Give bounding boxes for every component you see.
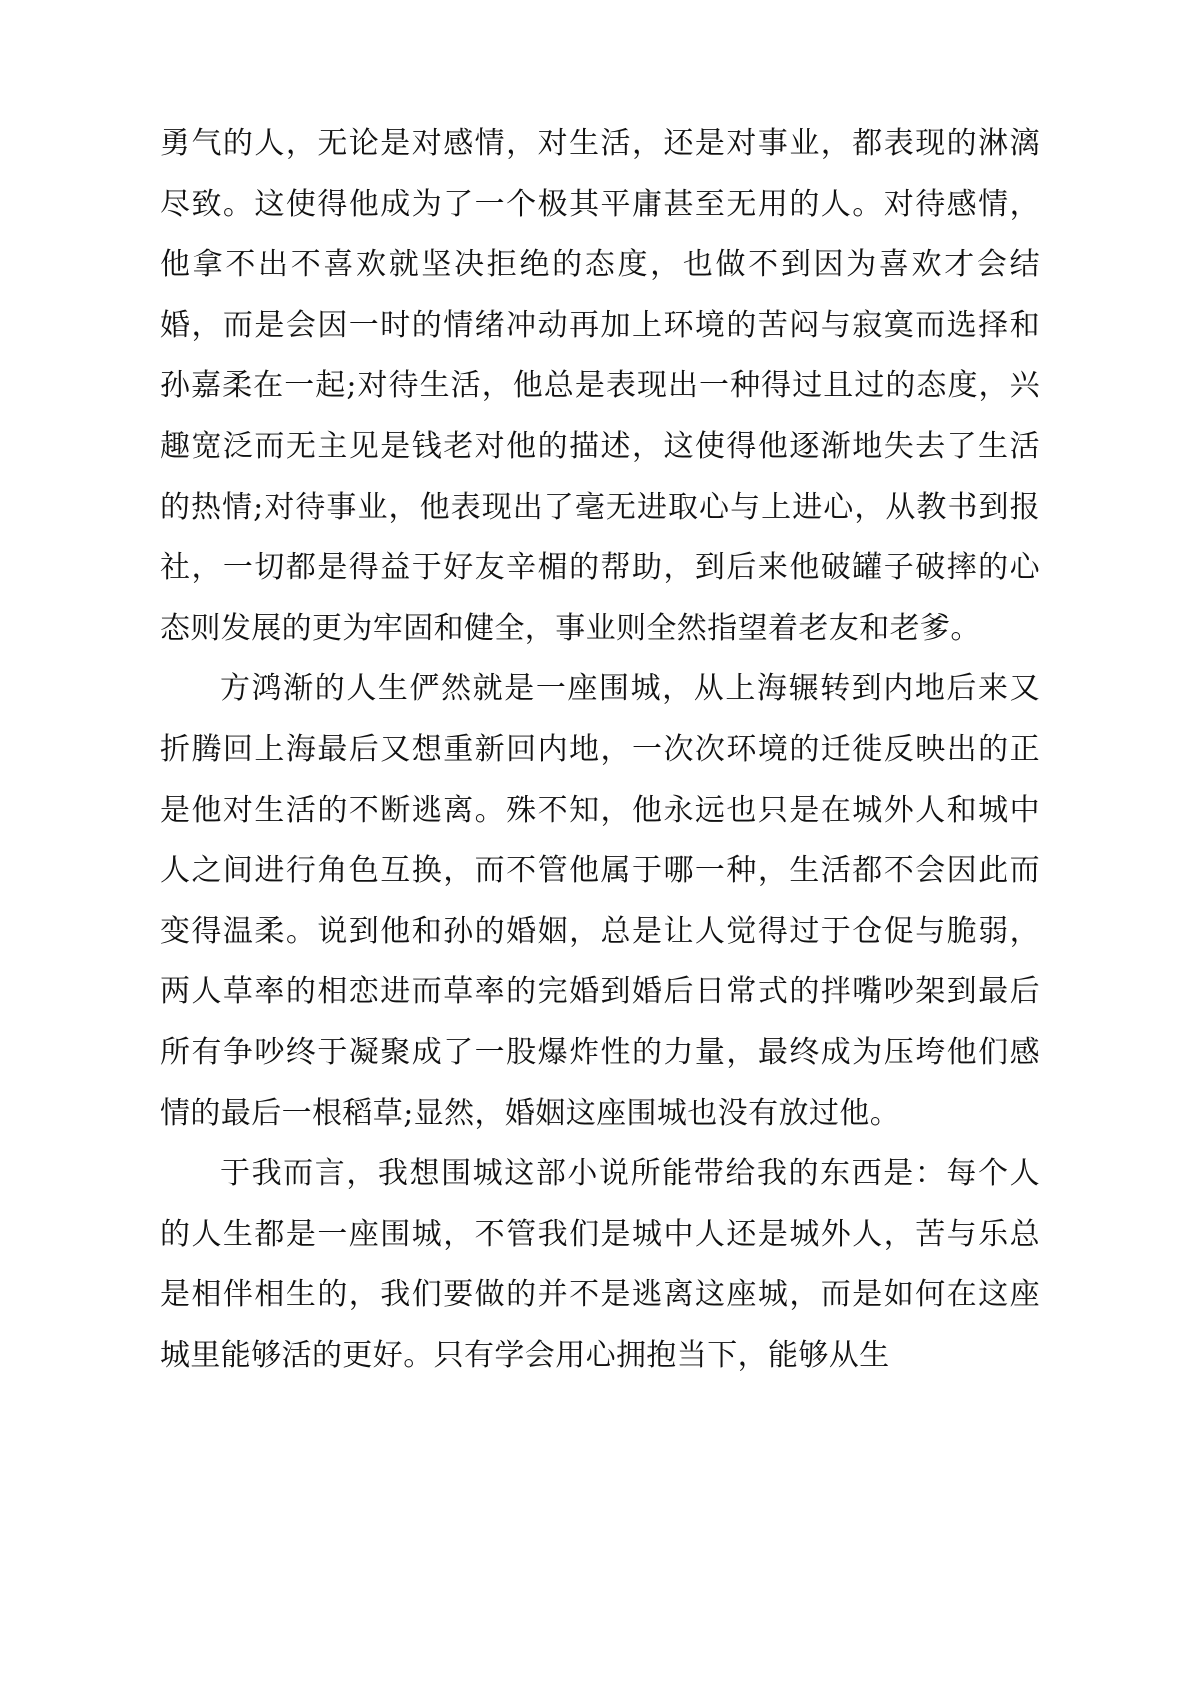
paragraph-1: 勇气的人，无论是对感情，对生活，还是对事业，都表现的淋漓尽致。这使得他成为了一个极其平庸甚至无用的人。对待感情，他拿不出不喜欢就坚决拒绝的态度，也做不到因为喜欢才会结婚，而是会因一时的情绪冲动再加上环境的苦闷与寂寞而选择和孙嘉柔在一起;对待生活，他总是表现出一种得过且过的态度，兴趣宽泛而无主见是钱老对他的描述，这使得他逐渐地失去了生活的热情;对待事业，他表现出了毫无进取心与上进心，从教书到报社，一切都是得益于好友辛楣的帮助，到后来他破罐子破摔的心态则发展的更为牢固和健全，事业则全然指望着老友和老爹。 [160, 126, 1040, 646]
paragraph-3: 于我而言，我想围城这部小说所能带给我的东西是：每个人的人生都是一座围城，不管我们是城中人还是城外人，苦与乐总是相伴相生的，我们要做的并不是逃离这座城，而是如何在这座城里能够活的更好。只有学会用心拥抱当下，能够从生 [160, 1156, 1040, 1373]
paragraph-2: 方鸿渐的人生俨然就是一座围城，从上海辗转到内地后来又折腾回上海最后又想重新回内地，一次次环境的迁徙反映出的正是他对生活的不断逃离。殊不知，他永远也只是在城外人和城中人之间进行角色互换，而不管他属于哪一种，生活都不会因此而变得温柔。说到他和孙的婚姻，总是让人觉得过于仓促与脆弱，两人草率的相恋进而草率的完婚到婚后日常式的拌嘴吵架到最后所有争吵终于凝聚成了一股爆炸性的力量，最终成为压垮他们感情的最后一根稻草;显然，婚姻这座围城也没有放过他。 [160, 671, 1040, 1131]
